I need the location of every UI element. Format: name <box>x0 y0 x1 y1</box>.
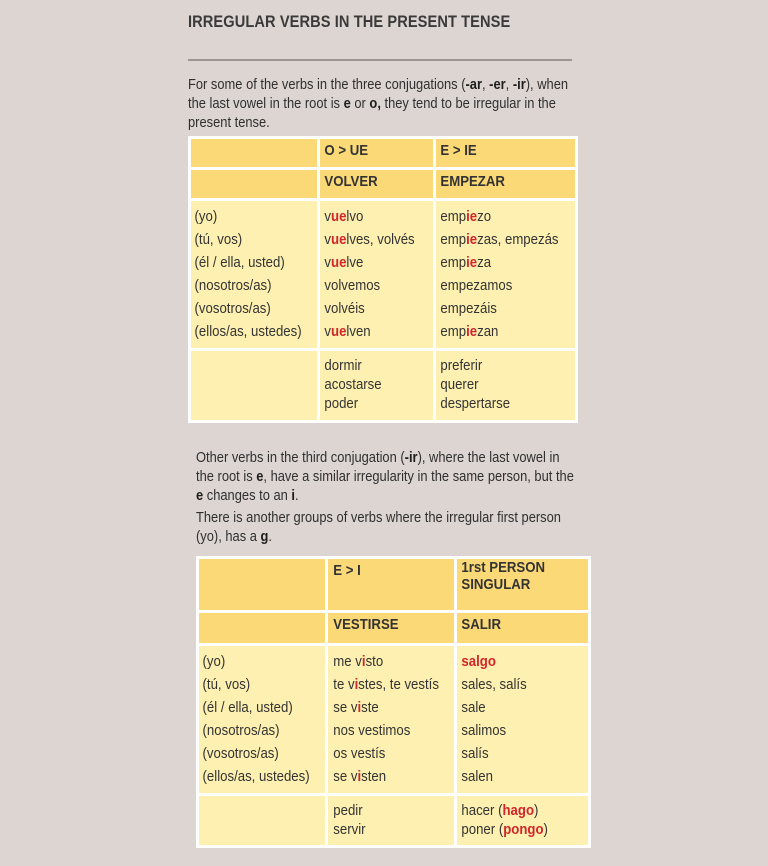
irregular-highlight: salgo <box>461 653 496 670</box>
verb-form-part: se v <box>333 768 358 785</box>
verb-form <box>333 719 439 742</box>
verb-empezar: EMPEZAR <box>434 169 576 200</box>
irregular-highlight: pongo <box>503 821 544 838</box>
verb-form-part: lve <box>346 254 364 271</box>
verb-form <box>324 297 419 320</box>
verb-form-part: ste <box>360 699 379 716</box>
verb-form-part: salimos <box>461 722 506 739</box>
o-ue-others-cell <box>318 350 434 422</box>
verb-form <box>461 801 572 820</box>
verb-form-part: za <box>476 254 491 271</box>
irregular-highlight: i <box>354 676 358 693</box>
irregular-highlight: ie <box>465 231 477 248</box>
verb-form <box>333 673 439 696</box>
verb-form-part: sto <box>365 653 383 670</box>
verb-form-part: ) <box>543 821 548 838</box>
list-entry: (ellos/as, ustedes) <box>194 323 302 340</box>
header-first-person-singular: 1rst PERSON SINGULAR <box>455 558 589 612</box>
verb-form-part: sten <box>360 768 386 785</box>
irregular-highlight: ue <box>330 208 347 225</box>
verb-form <box>333 650 439 673</box>
verb-form-part: emp <box>440 254 466 271</box>
list-entry: (yo) <box>202 653 226 670</box>
verb-form-part: volvemos <box>324 277 380 294</box>
verb-salir: SALIR <box>455 612 589 645</box>
irregular-highlight: ue <box>330 254 347 271</box>
header-empty-cell <box>198 558 327 612</box>
verb-form-part: emp <box>440 323 466 340</box>
empezar-forms-cell <box>434 200 576 350</box>
intro-paragraph: For some of the verbs in the three conjugations (-ar, -er, -ir), when the last vowel in the root is e or o, they tend to be irregular in the present tense. <box>188 76 569 131</box>
verb-form-part: hacer ( <box>461 802 503 819</box>
pronouns-cell <box>190 200 319 350</box>
list-entry: (él / ella, usted) <box>194 254 285 271</box>
verb-form <box>324 205 419 228</box>
verb-form-part: volvéis <box>324 300 365 317</box>
verb-form <box>461 719 572 742</box>
e-ie-others-cell <box>434 350 576 422</box>
volver-forms-cell <box>318 200 434 350</box>
irregular-highlight: i <box>357 768 361 785</box>
verb-form-part: lvo <box>346 208 364 225</box>
list-entry: servir <box>333 821 366 838</box>
verb-form-part: ) <box>533 802 539 819</box>
irregular-highlight: ie <box>465 254 477 271</box>
verb-form-part: v <box>324 254 331 271</box>
list-entry: querer <box>440 376 479 393</box>
verb-form <box>324 228 419 251</box>
verb-form-part: empezamos <box>440 277 513 294</box>
verb-form-part: salís <box>461 745 489 762</box>
irregular-highlight: hago <box>502 802 534 819</box>
verb-form <box>440 320 558 343</box>
verb-empty-cell <box>190 169 319 200</box>
others-empty-cell <box>190 350 319 422</box>
verb-form-part: zo <box>476 208 491 225</box>
verb-vestirse: VESTIRSE <box>326 612 455 645</box>
verb-form-part: v <box>324 208 331 225</box>
verb-form-part: te v <box>333 676 355 693</box>
list-entry: (nosotros/as) <box>202 722 280 739</box>
verb-form-part: v <box>324 231 331 248</box>
list-entry: acostarse <box>324 376 382 393</box>
list-entry: (vosotros/as) <box>194 300 271 317</box>
pronouns-cell <box>198 645 327 795</box>
header-o-ue: O > UE <box>318 138 434 169</box>
verb-form-part: emp <box>440 208 466 225</box>
verb-volver: VOLVER <box>318 169 434 200</box>
list-entry: pedir <box>333 802 363 819</box>
list-entry: despertarse <box>440 395 510 412</box>
verb-empty-cell <box>198 612 327 645</box>
list-entry: (él / ella, usted) <box>202 699 293 716</box>
verb-form <box>440 297 558 320</box>
list-entry: (tú, vos) <box>202 676 251 693</box>
verb-form-part: se v <box>333 699 358 716</box>
verb-form <box>440 205 558 228</box>
verb-form-part: emp <box>440 231 466 248</box>
list-entry: (tú, vos) <box>194 231 243 248</box>
list-entry: poder <box>324 395 358 412</box>
list-entry: preferir <box>440 357 482 374</box>
third-conjugation-paragraph: Other verbs in the third conjugation (-ir), where the last vowel in the root is e, have a similar irregularity in the same person, but the e changes to an i. <box>196 449 574 504</box>
verb-form-part: poner ( <box>461 821 504 838</box>
irregular-highlight: ie <box>465 208 477 225</box>
irregular-highlight: i <box>361 653 366 670</box>
verb-form <box>440 228 558 251</box>
verb-form-part: nos vestimos <box>333 722 411 739</box>
verb-form <box>440 274 558 297</box>
g-others-cell <box>455 795 589 847</box>
salir-forms-cell <box>455 645 589 795</box>
verb-form <box>440 251 558 274</box>
verb-form <box>324 251 419 274</box>
table-e-i-first-person <box>196 556 591 848</box>
verb-form-part: zas, empezás <box>476 231 559 248</box>
list-entry: (vosotros/as) <box>202 745 279 762</box>
verb-form <box>461 742 572 765</box>
verb-form-part: sales, salís <box>461 676 527 693</box>
irregular-highlight: ie <box>465 323 477 340</box>
verb-form <box>461 673 572 696</box>
verb-form <box>324 274 419 297</box>
verb-form-part: stes, te vestís <box>357 676 439 693</box>
verb-form <box>333 765 439 788</box>
verb-form-part: zan <box>476 323 499 340</box>
verb-form <box>461 820 572 839</box>
page-title: IRREGULAR VERBS IN THE PRESENT TENSE <box>188 12 511 31</box>
verb-form-part: lven <box>346 323 371 340</box>
table-o-ue-e-ie <box>188 136 578 423</box>
verb-form <box>461 696 572 719</box>
verb-form <box>333 742 439 765</box>
verb-form-part: salen <box>461 768 493 785</box>
irregular-highlight: ue <box>330 231 347 248</box>
verb-form <box>324 320 419 343</box>
vestirse-forms-cell <box>326 645 455 795</box>
verb-form-part: os vestís <box>333 745 386 762</box>
others-empty-cell <box>198 795 327 847</box>
irregular-highlight: ue <box>330 323 347 340</box>
verb-form-part: me v <box>333 653 362 670</box>
header-e-ie: E > IE <box>434 138 576 169</box>
header-empty-cell <box>190 138 319 169</box>
list-entry: dormir <box>324 357 362 374</box>
list-entry: (nosotros/as) <box>194 277 272 294</box>
header-e-i: E > I <box>326 558 455 612</box>
e-i-others-cell <box>326 795 455 847</box>
first-person-g-paragraph: There is another groups of verbs where the irregular first person (yo), has a g. <box>196 509 561 545</box>
list-entry: (yo) <box>194 208 218 225</box>
verb-form <box>333 696 439 719</box>
list-entry: (ellos/as, ustedes) <box>202 768 310 785</box>
verb-form-part: v <box>324 323 331 340</box>
verb-form <box>461 765 572 788</box>
verb-form-part: empezáis <box>440 300 497 317</box>
verb-form-part: lves, volvés <box>346 231 415 248</box>
title-divider <box>188 59 572 61</box>
verb-form <box>461 650 572 673</box>
verb-form-part: sale <box>461 699 486 716</box>
irregular-highlight: i <box>357 699 361 716</box>
